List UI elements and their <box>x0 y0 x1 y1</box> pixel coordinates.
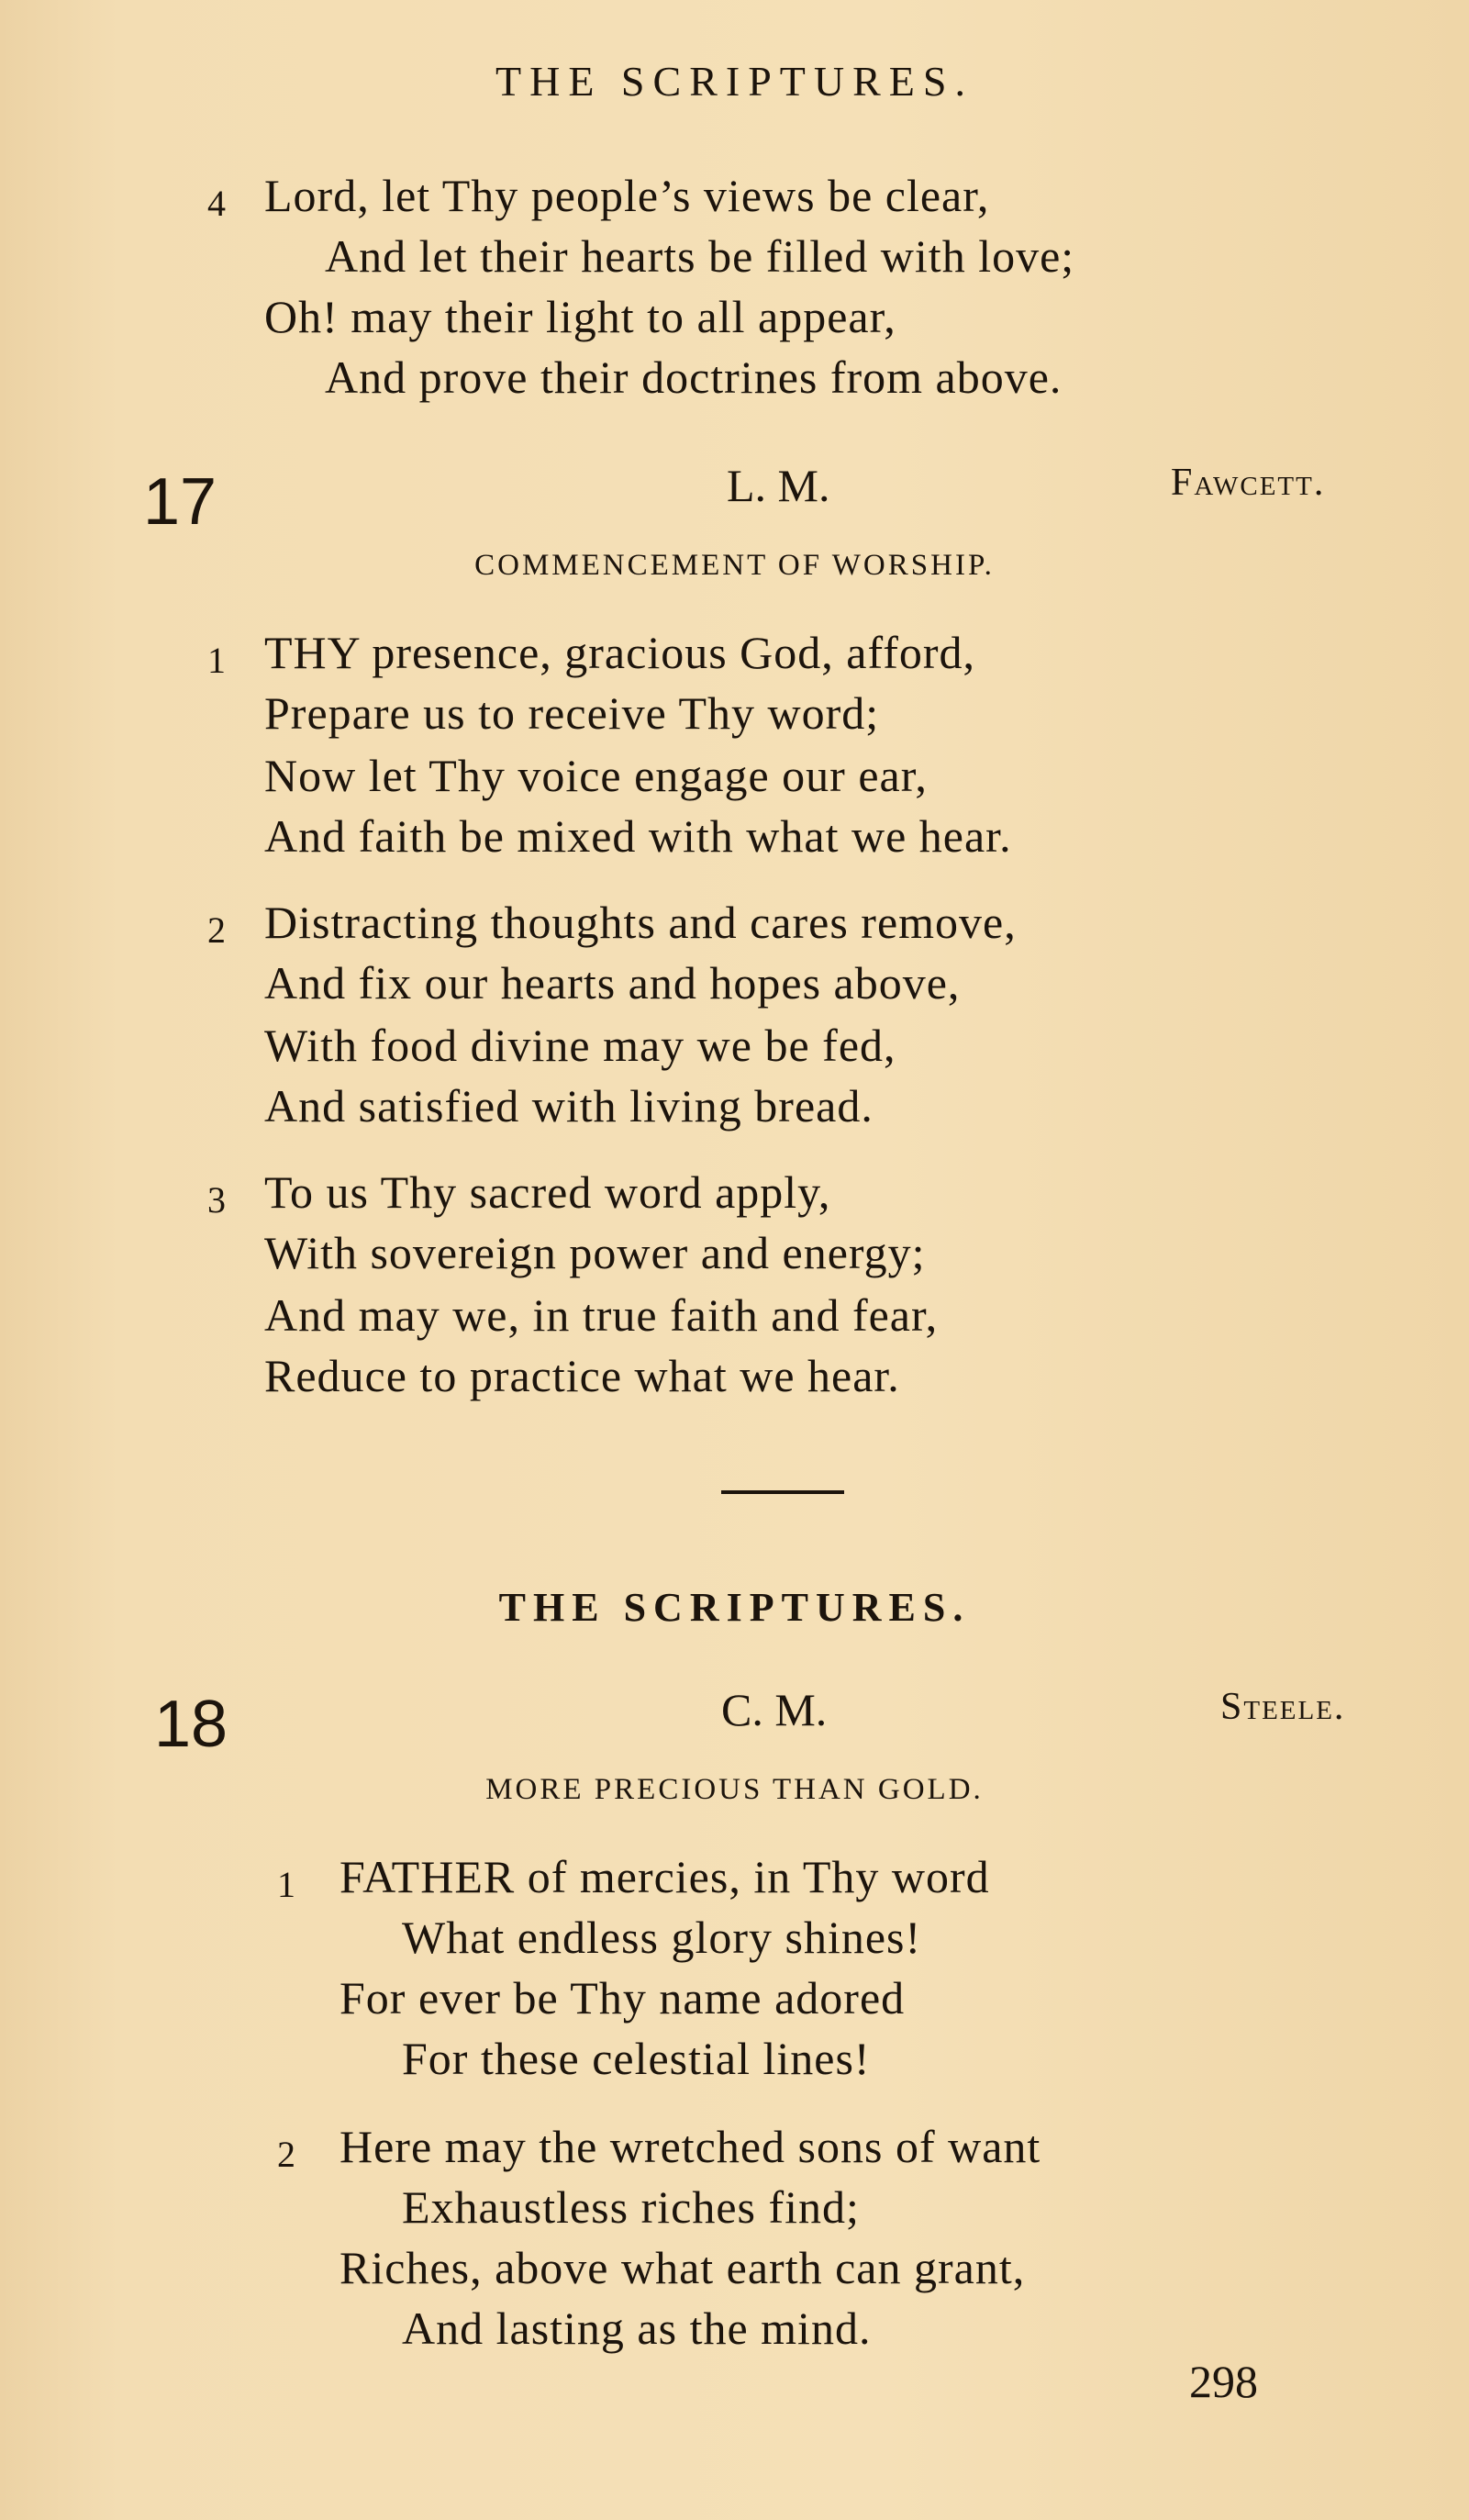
verse-line: For ever be Thy name adored <box>339 1972 906 2024</box>
verse-line: And may we, in true faith and fear, <box>264 1289 939 1341</box>
verse-line: And let their hearts be filled with love; <box>325 230 1075 282</box>
verse-line: Prepare us to receive Thy word; <box>264 687 880 739</box>
stanza-number: 3 <box>207 1179 226 1221</box>
verse-line: And prove their doctrines from above. <box>325 351 1063 403</box>
verse-line: And faith be mixed with what we hear. <box>264 810 1012 862</box>
verse-line: FATHER of mercies, in Thy word <box>339 1851 990 1902</box>
verse-line: Riches, above what earth can grant, <box>339 2242 1026 2293</box>
verse-line: Here may the wretched sons of want <box>339 2121 1041 2172</box>
verse-line: And satisfied with living bread. <box>264 1080 874 1132</box>
verse-line: With sovereign power and energy; <box>264 1227 926 1278</box>
page-number: 298 <box>1189 2356 1258 2407</box>
hymn-number: 17 <box>143 465 217 539</box>
verse-line: Lord, let Thy people’s views be clear, <box>264 170 990 221</box>
stanza-number: 4 <box>207 183 226 224</box>
verse-line: THY presence, gracious God, afford, <box>264 627 976 678</box>
stanza-number: 2 <box>277 2134 295 2175</box>
stanza-number: 1 <box>277 1864 295 1905</box>
verse-line: Now let Thy voice engage our ear, <box>264 750 928 801</box>
stanza-number: 1 <box>207 640 226 681</box>
hymn-meter: C. M. <box>721 1684 828 1735</box>
verse-line: Reduce to practice what we hear. <box>264 1350 900 1401</box>
verse-line: With food divine may we be fed, <box>264 1020 896 1071</box>
verse-line: And fix our hearts and hopes above, <box>264 957 961 1009</box>
section-divider <box>721 1490 844 1494</box>
verse-line: To us Thy sacred word apply, <box>264 1166 831 1218</box>
verse-line: Distracting thoughts and cares remove, <box>264 897 1017 948</box>
stanza-number: 2 <box>207 909 226 951</box>
verse-line: Exhaustless riches find; <box>402 2181 860 2233</box>
hymn-number: 18 <box>154 1688 228 1761</box>
hymn-meter: L. M. <box>727 460 830 511</box>
hymn-title: COMMENCEMENT OF WORSHIP. <box>474 549 995 582</box>
verse-line: What endless glory shines! <box>402 1912 922 1963</box>
running-head: THE SCRIPTURES. <box>495 58 974 105</box>
verse-line: Oh! may their light to all appear, <box>264 291 896 342</box>
verse-line: For these celestial lines! <box>402 2033 871 2084</box>
hymn-author: Steele. <box>1220 1686 1346 1728</box>
section-title: THE SCRIPTURES. <box>498 1585 971 1630</box>
hymn-title: MORE PRECIOUS THAN GOLD. <box>485 1773 984 1806</box>
verse-line: And lasting as the mind. <box>402 2303 872 2354</box>
hymn-author: Fawcett. <box>1171 462 1326 504</box>
